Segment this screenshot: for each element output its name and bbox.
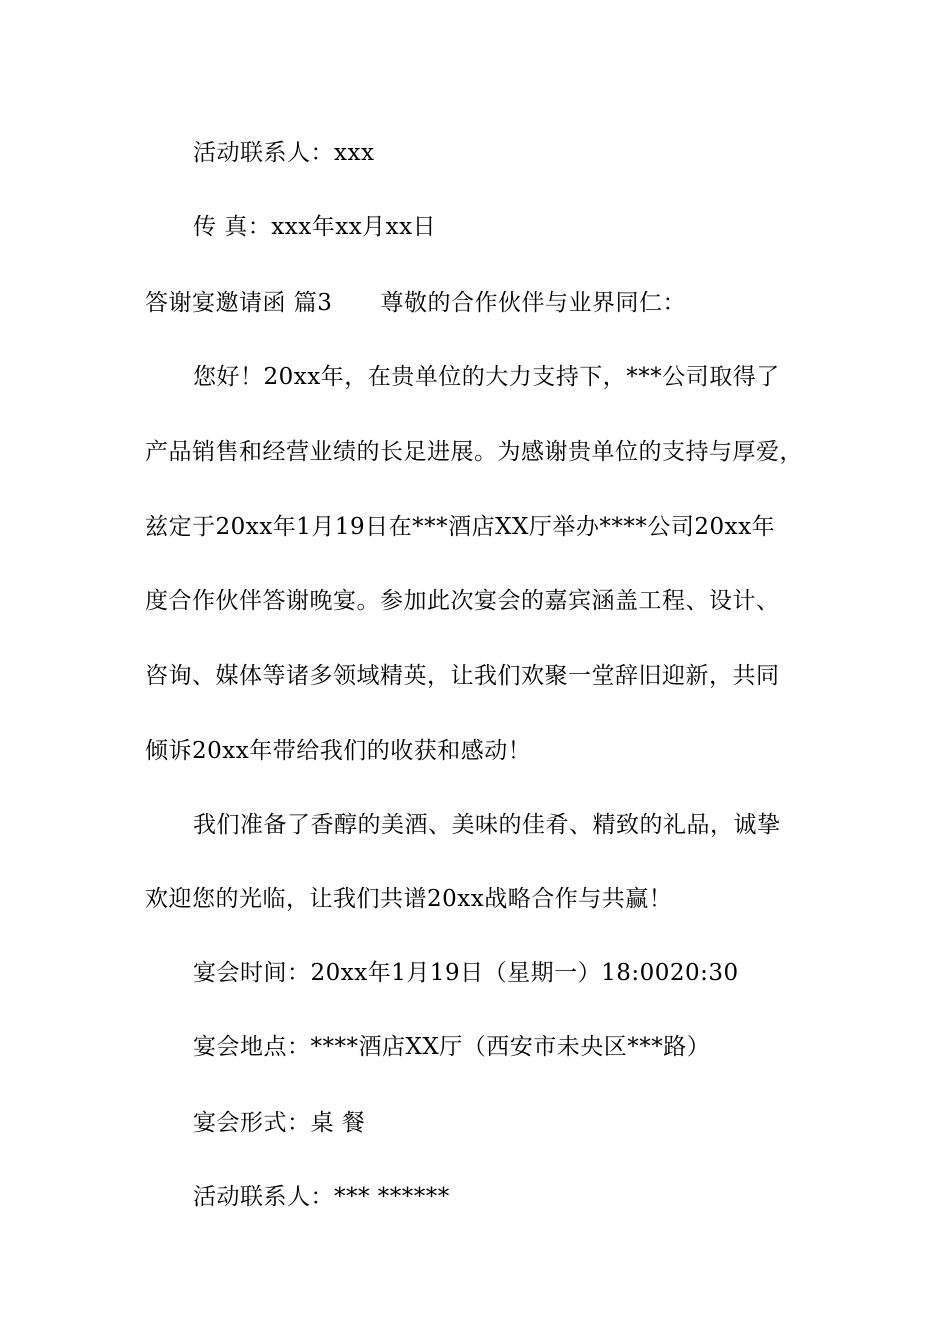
body-line: 欢迎您的光临，让我们共谱20xx战略合作与共赢！ bbox=[145, 886, 673, 912]
banquet-time: 宴会时间：20xx年1月19日（星期一）18:0020:30 bbox=[193, 960, 739, 986]
section-title: 答谢宴邀请函 篇3 bbox=[145, 290, 333, 316]
heading-line bbox=[145, 288, 686, 318]
body-line: 产品销售和经营业绩的长足进展。为感谢贵单位的支持与厚爱， bbox=[145, 439, 803, 465]
contact-line: 活动联系人：xxx bbox=[193, 140, 375, 166]
body-line: 咨询、媒体等诸多领域精英，让我们欢聚一堂辞旧迎新，共同 bbox=[145, 663, 780, 689]
event-contact: 活动联系人：*** ****** bbox=[193, 1184, 450, 1210]
body-line: 我们准备了香醇的美酒、美味的佳肴、精致的礼品，诚挚 bbox=[193, 812, 781, 838]
salutation: 尊敬的合作伙伴与业界同仁： bbox=[380, 290, 686, 316]
body-line: 倾诉20xx年带给我们的收获和感动！ bbox=[145, 738, 532, 764]
fax-line: 传 真：xxx年xx月xx日 bbox=[193, 214, 437, 240]
banquet-format: 宴会形式：桌 餐 bbox=[193, 1110, 366, 1136]
banquet-location: 宴会地点：****酒店XX厅（西安市未央区***路） bbox=[193, 1034, 711, 1060]
body-line: 度合作伙伴答谢晚宴。参加此次宴会的嘉宾涵盖工程、设计、 bbox=[145, 588, 780, 614]
body-line: 兹定于20xx年1月19日在***酒店XX厅举办****公司20xx年 bbox=[145, 514, 776, 540]
body-line: 您好！20xx年，在贵单位的大力支持下，***公司取得了 bbox=[193, 364, 780, 390]
